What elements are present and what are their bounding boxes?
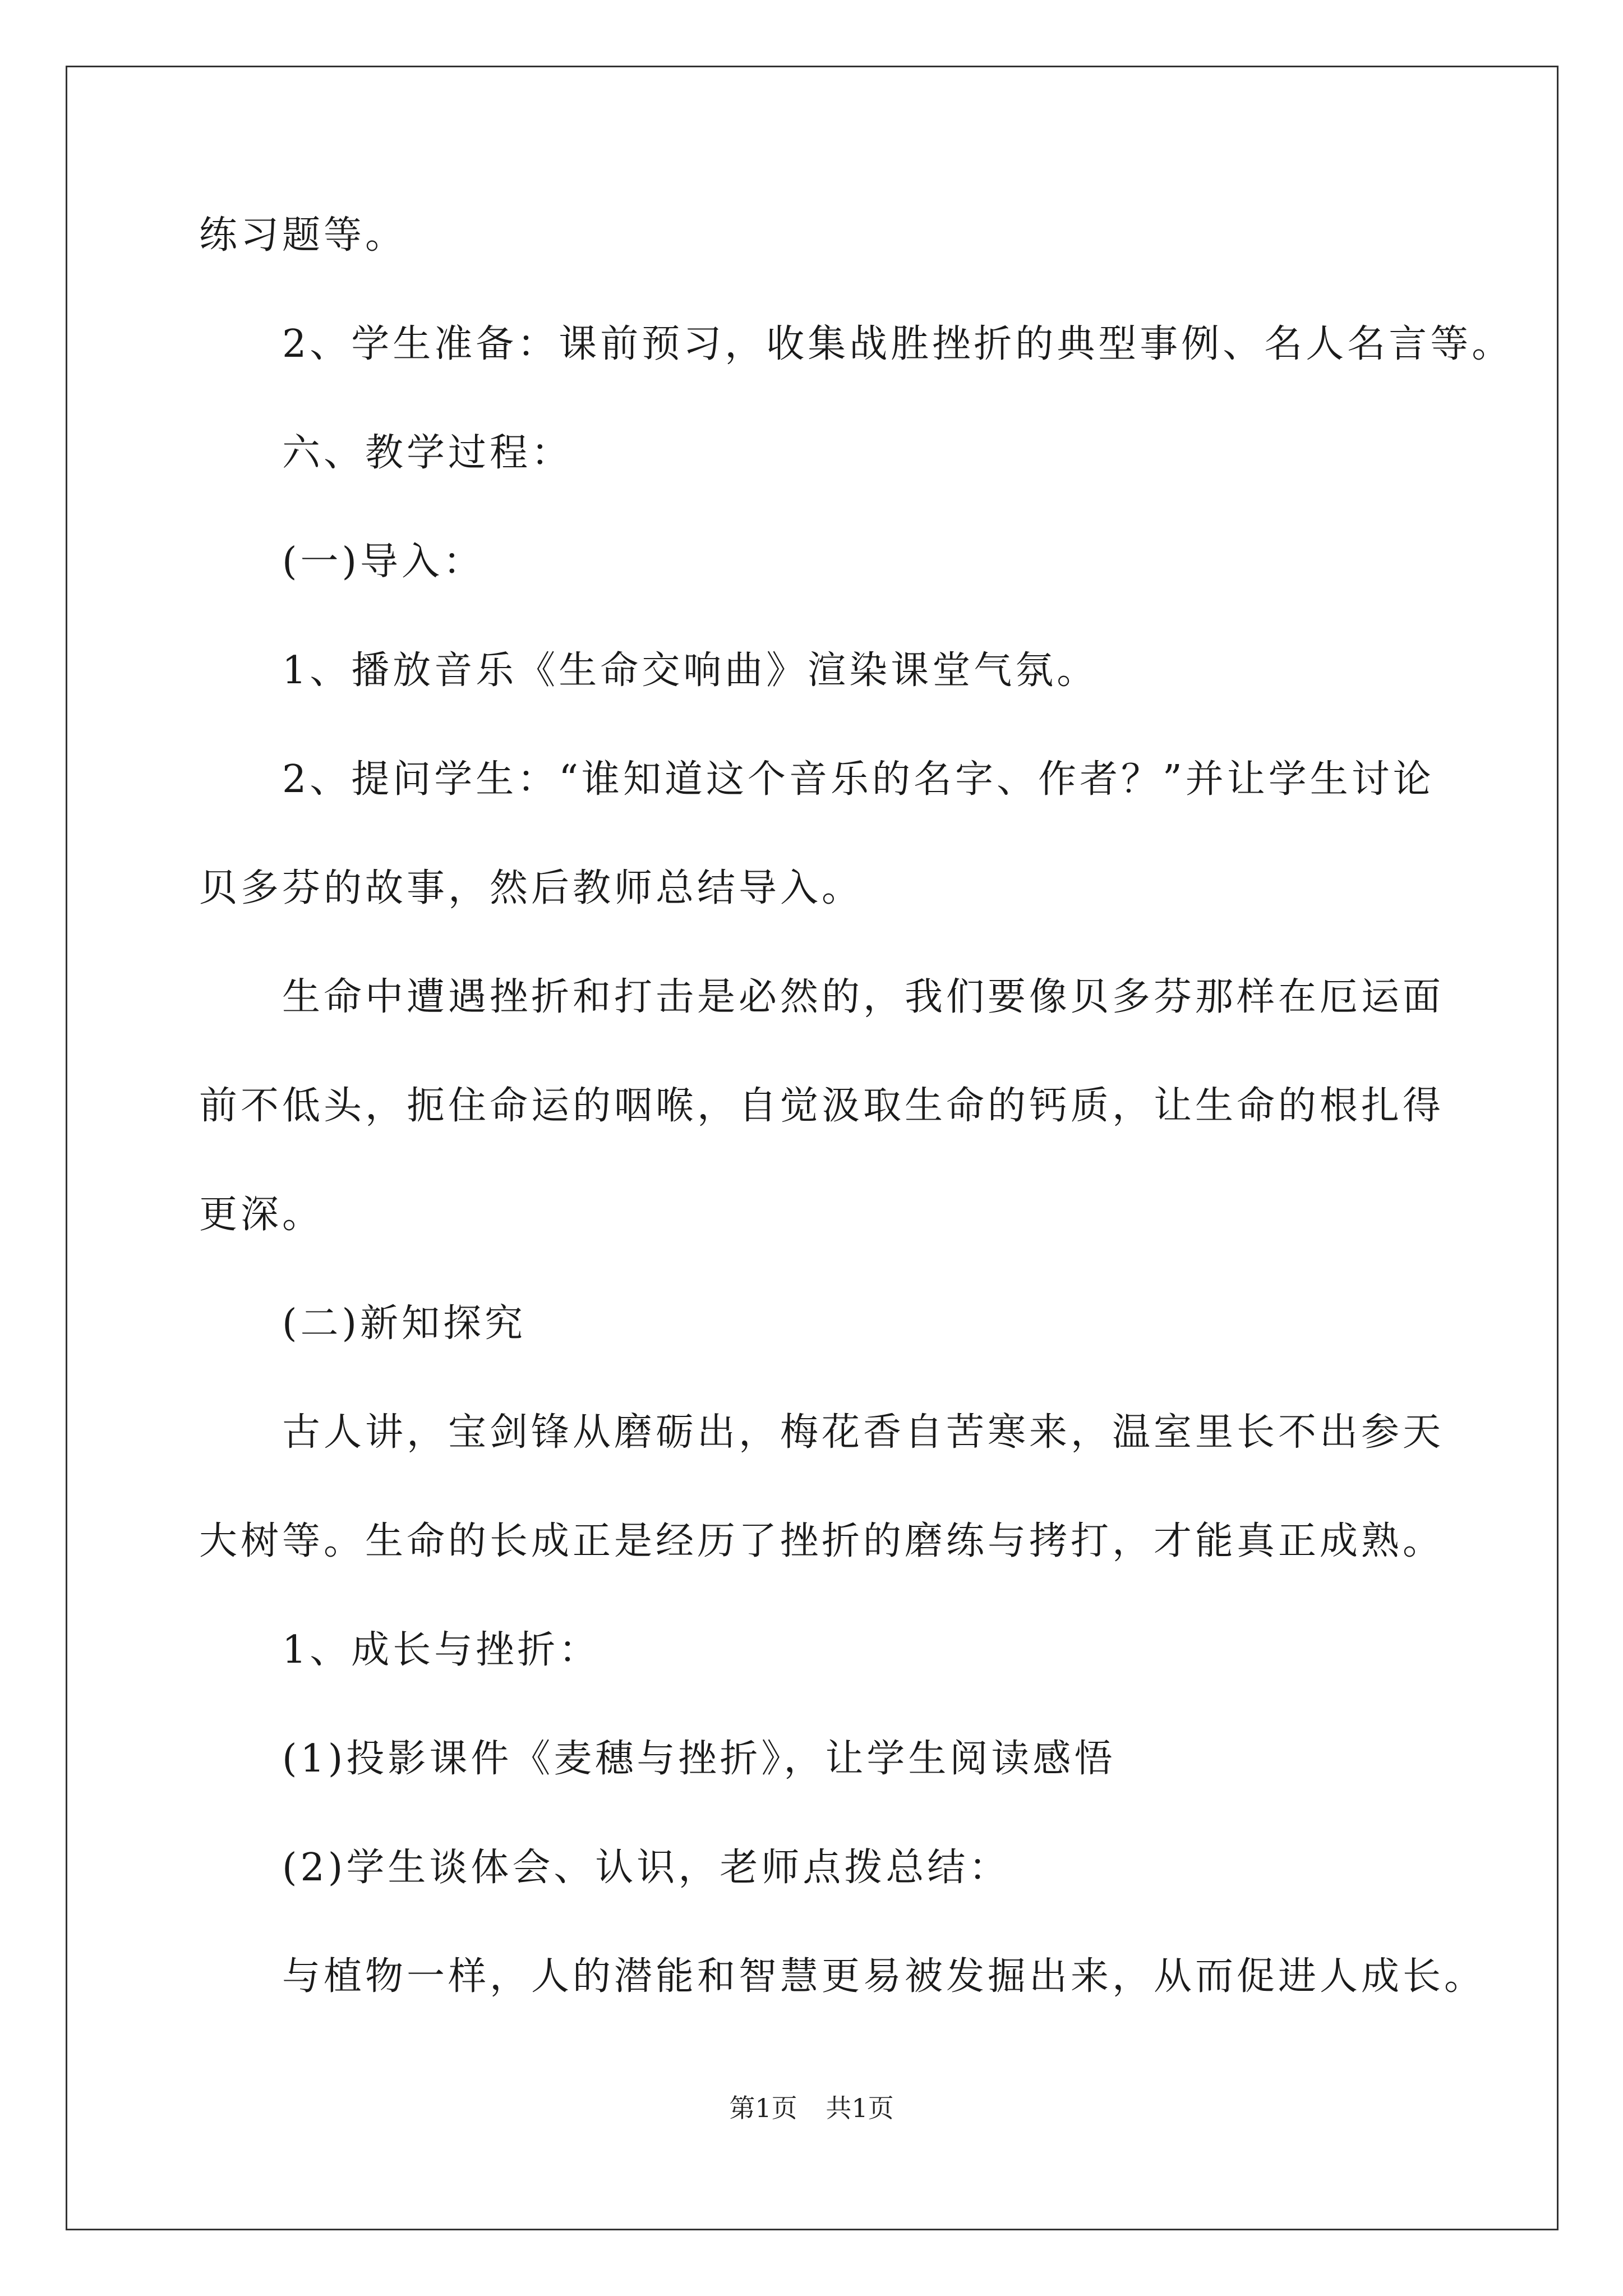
text-line: 前不低头，扼住命运的咽喉，自觉汲取生命的钙质，让生命的根扎得 [199,1084,1445,1128]
subsection-heading: (一)导入： [282,540,485,584]
page-number: 第1页 [729,2093,797,2123]
text-line: 贝多芬的故事，然后教师总结导入。 [199,866,864,910]
text-line: 1、播放音乐《生命交响曲》渲染课堂气氛。 [282,648,1099,693]
page-total: 共1页 [826,2093,894,2123]
text-line: (1)投影课件《麦穗与挫折》，让学生阅读感悟 [282,1737,1116,1781]
text-line: 与植物一样，人的潜能和智慧更易被发掘出来，从而促进人成长。 [282,1954,1486,1999]
text-line: (2)学生谈体会、认识，老师点拨总结： [282,1846,1011,1890]
page-border [66,66,1559,2230]
text-line: 更深。 [199,1193,324,1237]
page-footer [0,2091,1623,2125]
section-heading: 六、教学过程： [282,431,573,475]
text-line: 古人讲，宝剑锋从磨砺出，梅花香自苦寒来，温室里长不出参天 [282,1410,1445,1455]
text-line: 2、提问学生：“谁知道这个音乐的名字、作者？”并让学生讨论 [282,757,1435,802]
subsection-heading: (二)新知探究 [282,1301,527,1346]
text-line: 练习题等。 [199,213,407,257]
text-line: 生命中遭遇挫折和打击是必然的，我们要像贝多芬那样在厄运面 [282,975,1445,1019]
text-line: 1、成长与挫折： [282,1628,601,1672]
text-line: 大树等。生命的长成正是经历了挫折的磨练与拷打，才能真正成熟。 [199,1519,1445,1563]
text-line: 2、学生准备：课前预习，收集战胜挫折的典型事例、名人名言等。 [282,322,1514,366]
